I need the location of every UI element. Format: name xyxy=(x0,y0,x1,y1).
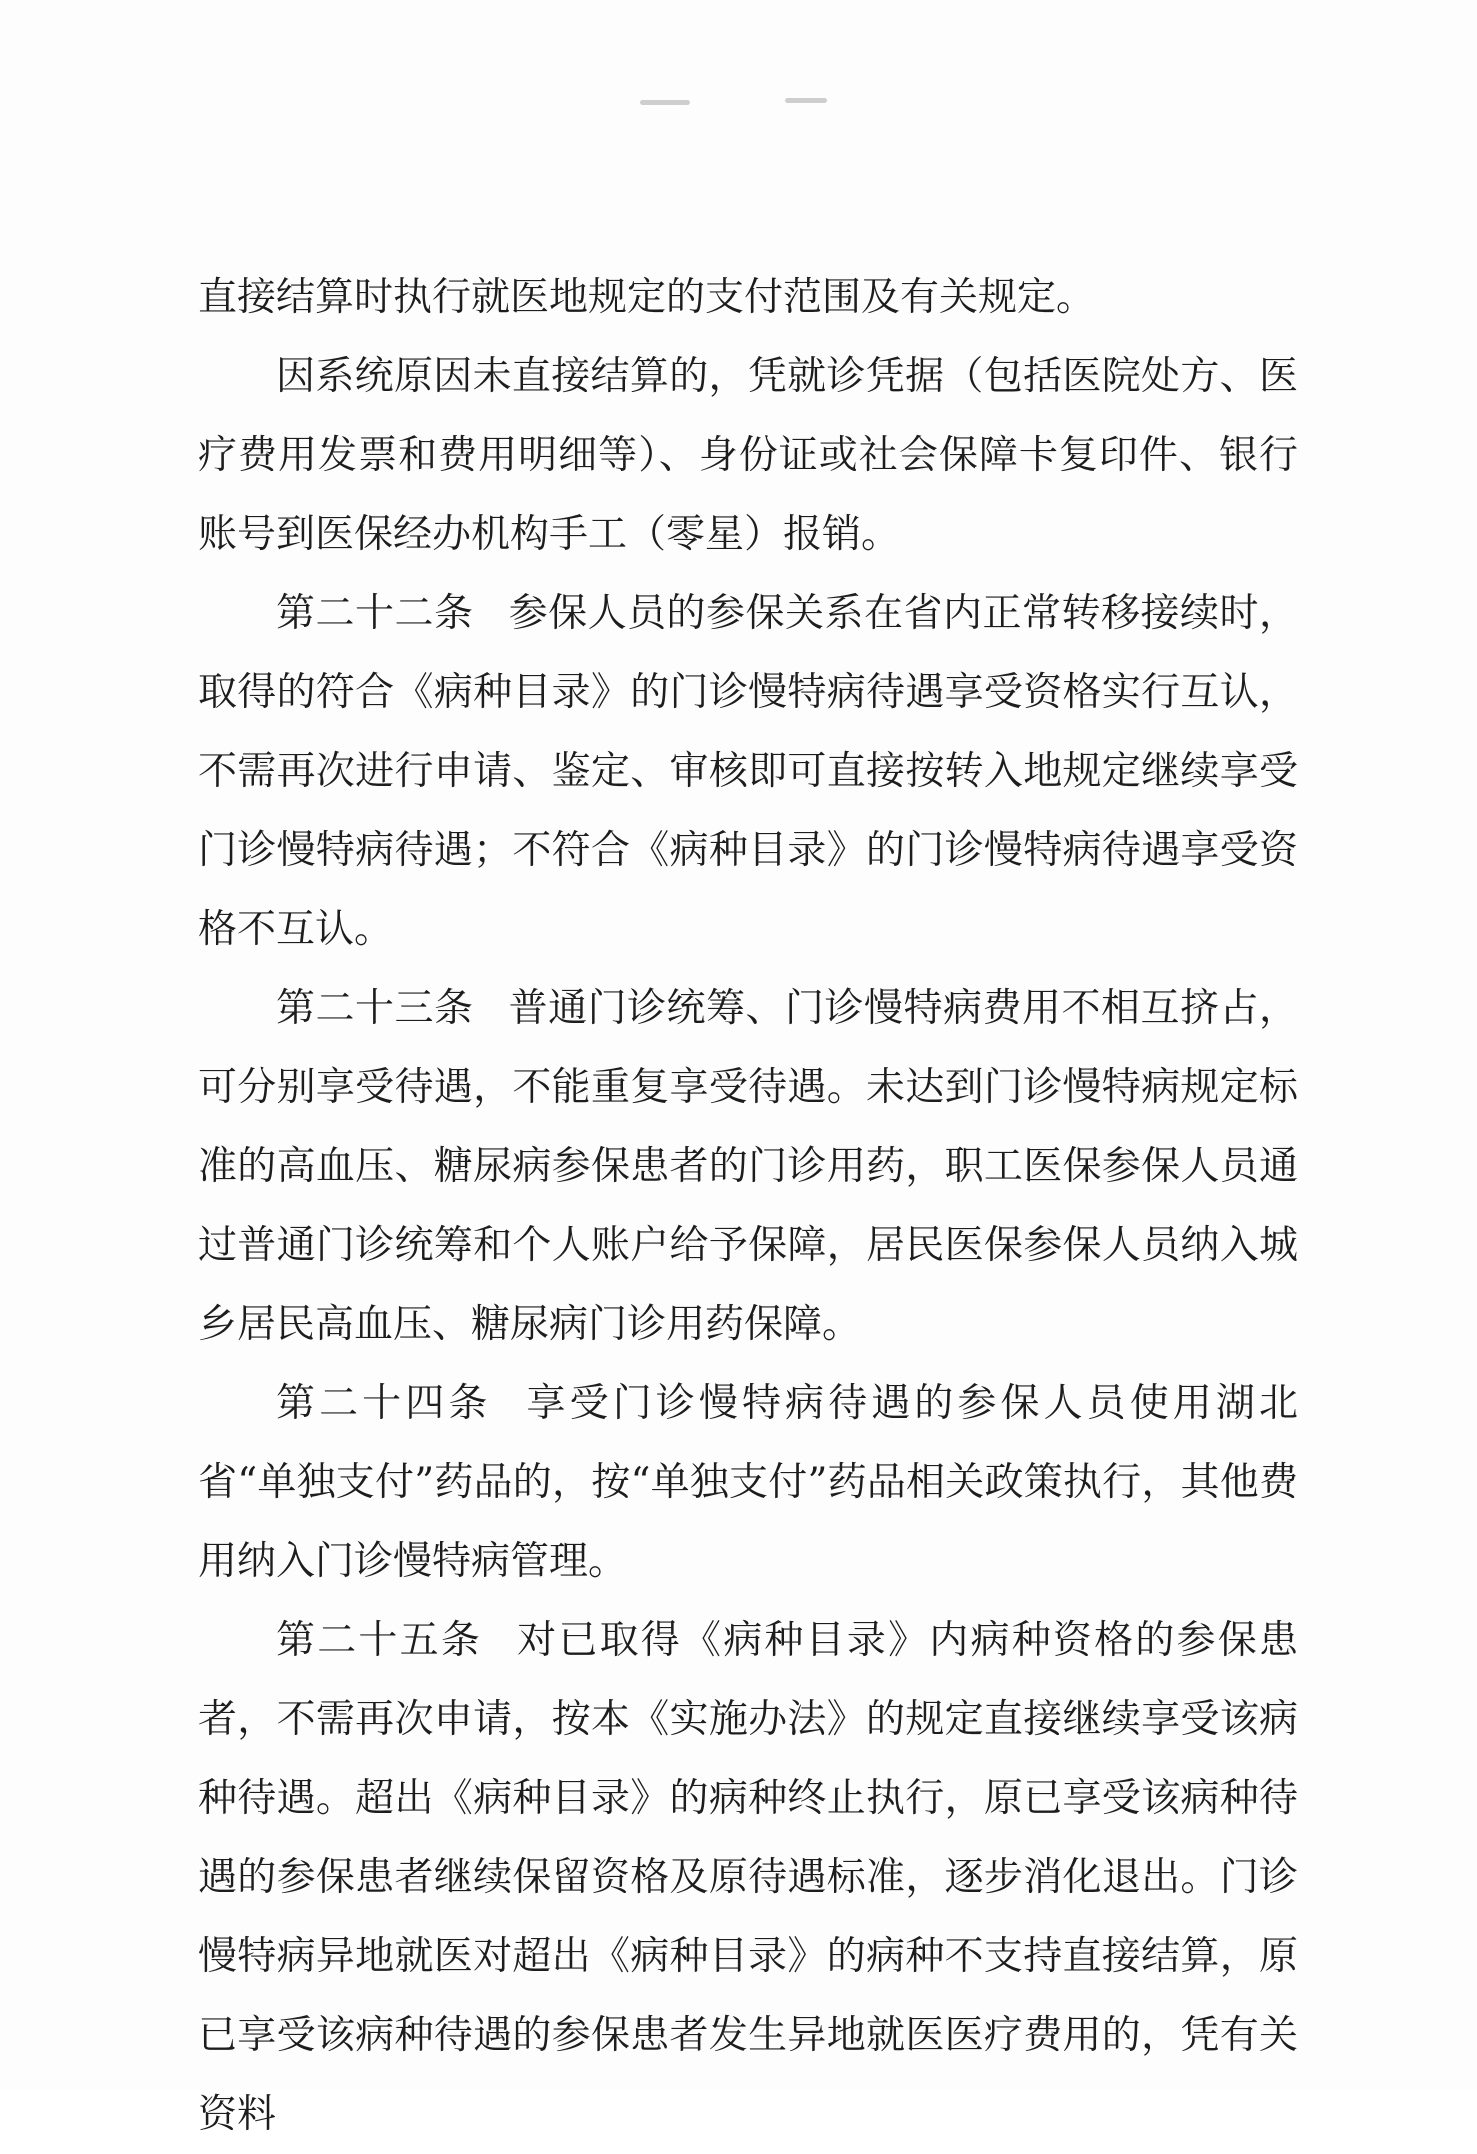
paragraph-continuation xyxy=(198,258,1298,337)
article-number: 第二十三条 xyxy=(276,986,474,1031)
article-25 xyxy=(198,1601,1298,2154)
scan-artifact xyxy=(640,96,840,110)
article-text: 参保人员的参保关系在省内正常转移接续时，取得的符合《病种目录》的门诊慢特病待遇享受资格实行互认，不需再次进行申请、鉴定、审核即可直接按转入地规定继续享受门诊慢特病待遇；不符合《病种目录》的门诊慢特病待遇享受资格不互认。 xyxy=(198,591,1298,952)
article-23 xyxy=(198,969,1298,1364)
paragraph-text: 因系统原因未直接结算的，凭就诊凭据（包括医院处方、医疗费用发票和费用明细等）、身份证或社会保障卡复印件、银行账号到医保经办机构手工（零星）报销。 xyxy=(198,354,1298,557)
article-24 xyxy=(198,1364,1298,1601)
scan-smudge xyxy=(640,100,690,105)
article-22 xyxy=(198,574,1298,969)
scan-smudge xyxy=(785,98,827,103)
article-number: 第二十四条 xyxy=(276,1381,492,1426)
article-number: 第二十五条 xyxy=(276,1618,483,1663)
article-text: 对已取得《病种目录》内病种资格的参保患者，不需再次申请，按本《实施办法》的规定直接继续享受该病种待遇。超出《病种目录》的病种终止执行，原已享受该病种待遇的参保患者继续保留资格及原待遇标准，逐步消化退出。门诊慢特病异地就医对超出《病种目录》的病种不支持直接结算，原已享受该病种待遇的参保患者发生异地就医医疗费用的，凭有关资料 xyxy=(198,1618,1298,2137)
paragraph-text: 直接结算时执行就医地规定的支付范围及有关规定。 xyxy=(198,275,1096,320)
article-text: 普通门诊统筹、门诊慢特病费用不相互挤占，可分别享受待遇，不能重复享受待遇。未达到门诊慢特病规定标准的高血压、糖尿病参保患者的门诊用药，职工医保参保人员通过普通门诊统筹和个人账户给予保障，居民医保参保人员纳入城乡居民高血压、糖尿病门诊用药保障。 xyxy=(198,986,1298,1347)
article-number: 第二十二条 xyxy=(276,591,474,636)
paragraph-manual-reimbursement xyxy=(198,337,1298,574)
document-body xyxy=(198,258,1298,2154)
article-text: 享受门诊慢特病待遇的参保人员使用湖北省“单独支付”药品的，按“单独支付”药品相关政策执行，其他费用纳入门诊慢特病管理。 xyxy=(198,1381,1298,1584)
